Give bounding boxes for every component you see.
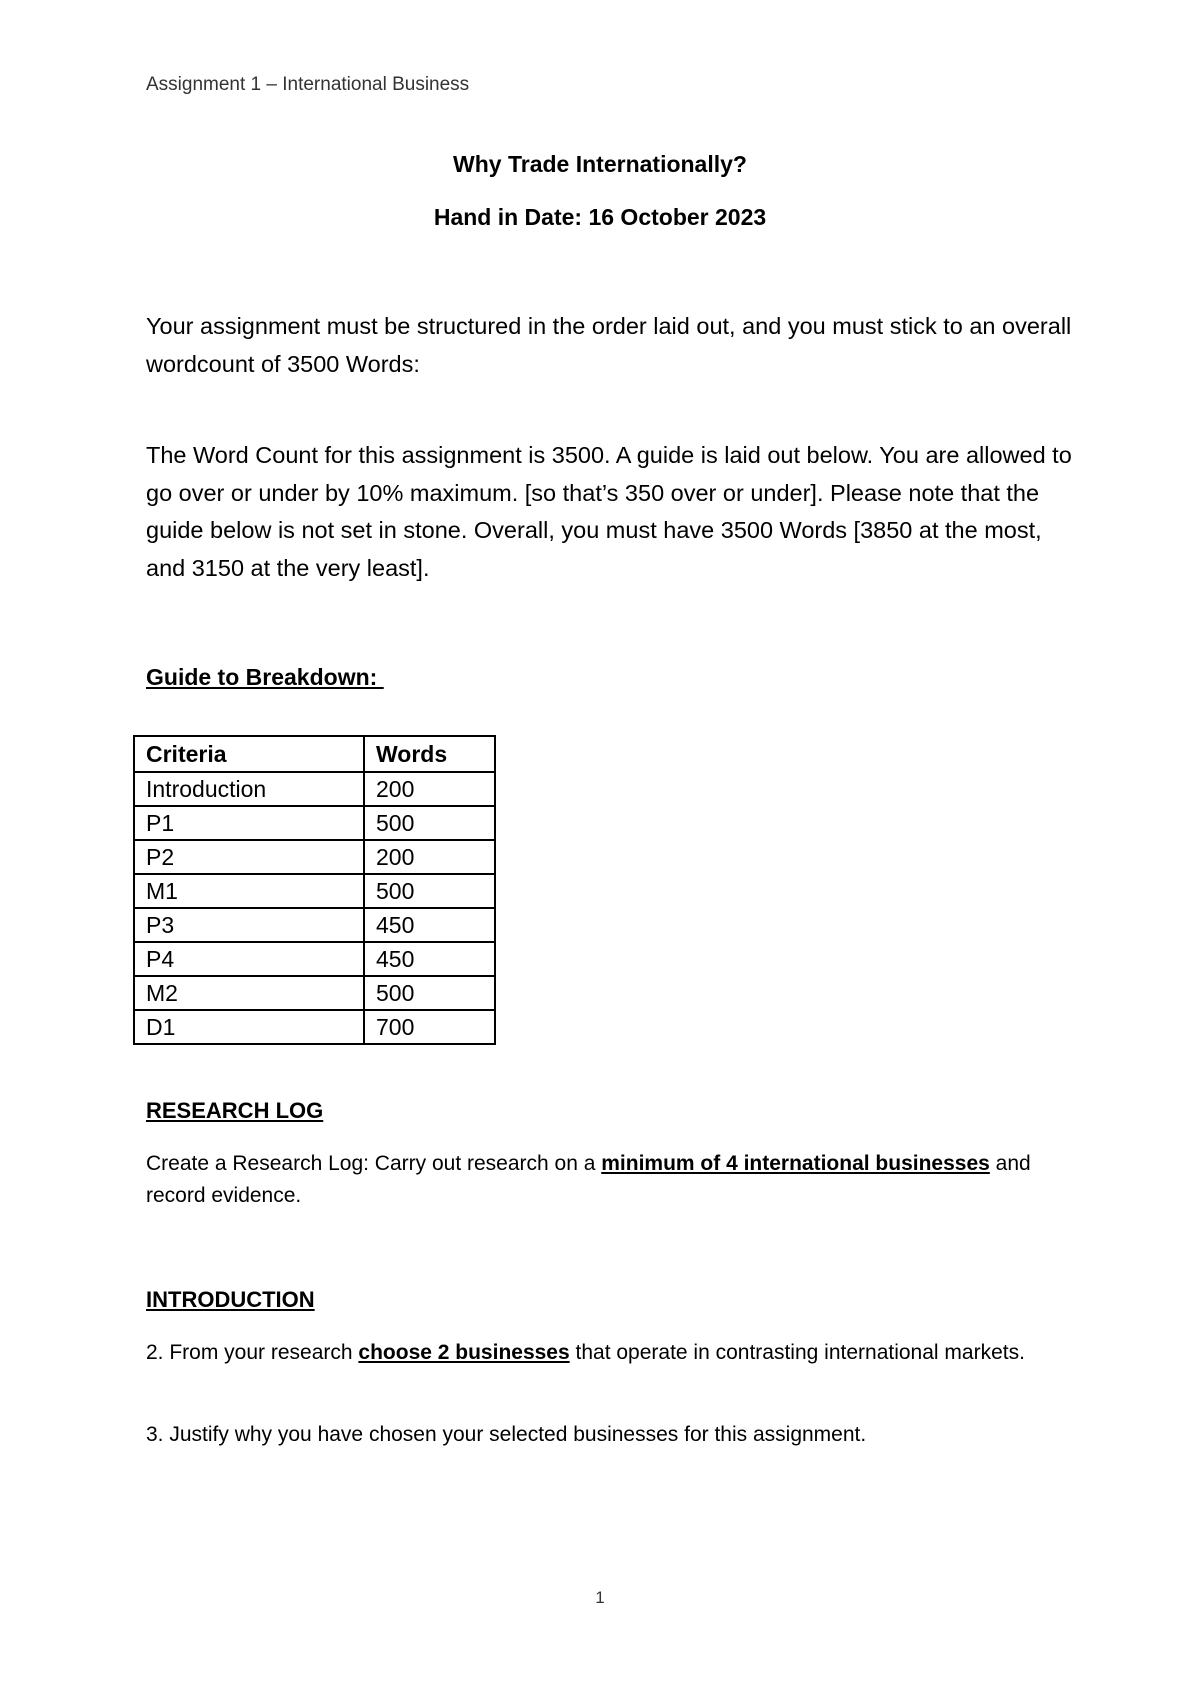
introduction-heading: INTRODUCTION	[146, 1287, 315, 1312]
words-cell: 450	[364, 942, 495, 976]
breakdown-table	[133, 735, 496, 1045]
item-2-text: 2. From your research	[146, 1341, 359, 1364]
words-cell: 500	[364, 976, 495, 1010]
table-row	[134, 772, 495, 806]
guide-heading: Guide to Breakdown:	[146, 664, 384, 690]
structure-instructions: Your assignment must be structured in the order laid out, and you must stick to an overall wordcount of 3500 Words:	[146, 313, 1072, 377]
table-row	[134, 1010, 495, 1044]
document-title: Why Trade Internationally?	[453, 151, 747, 177]
table-row	[134, 840, 495, 874]
research-log-instructions	[146, 1148, 1076, 1212]
table-row	[134, 942, 495, 976]
introduction-item-3: 3. Justify why you have chosen your selected businesses for this assignment.	[146, 1423, 867, 1446]
table-row	[134, 976, 495, 1010]
words-cell: 450	[364, 908, 495, 942]
research-log-heading: RESEARCH LOG	[146, 1098, 324, 1123]
criteria-cell: P2	[134, 840, 364, 874]
table-row	[134, 806, 495, 840]
words-cell: 200	[364, 840, 495, 874]
criteria-cell: P4	[134, 942, 364, 976]
criteria-cell: P3	[134, 908, 364, 942]
introduction-item-2	[146, 1337, 1076, 1369]
criteria-cell: M2	[134, 976, 364, 1010]
criteria-cell: P1	[134, 806, 364, 840]
criteria-cell: M1	[134, 874, 364, 908]
table-row	[134, 874, 495, 908]
research-log-text-end: and record evidence.	[146, 1152, 1031, 1207]
words-cell: 500	[364, 806, 495, 840]
words-cell: 200	[364, 772, 495, 806]
table-row	[134, 908, 495, 942]
page-header: Assignment 1 – International Business	[146, 74, 470, 95]
word-count-instructions: The Word Count for this assignment is 3500. A guide is laid out below. You are allowed to go over or under by 10% maximum. [so that’s 350 over or under]. Please note that the guide below is not set in stone. Overall, you must have 3500 Words [3850 at the most, and 3150 at the very least].	[146, 442, 1072, 581]
criteria-cell: D1	[134, 1010, 364, 1044]
hand-in-date: Hand in Date: 16 October 2023	[433, 204, 767, 230]
words-cell: 700	[364, 1010, 495, 1044]
criteria-column-header: Criteria	[134, 736, 364, 772]
page-number: 1	[595, 1588, 605, 1607]
words-column-header: Words	[364, 736, 495, 772]
research-log-text: Create a Research Log: Carry out research on a	[146, 1152, 602, 1175]
words-cell: 500	[364, 874, 495, 908]
research-log-emphasis: minimum of 4 international businesses	[601, 1152, 990, 1175]
criteria-cell: Introduction	[134, 772, 364, 806]
item-2-emphasis: choose 2 businesses	[358, 1341, 570, 1364]
item-2-text-end: that operate in contrasting international markets.	[569, 1341, 1025, 1364]
table-header-row	[134, 736, 495, 772]
